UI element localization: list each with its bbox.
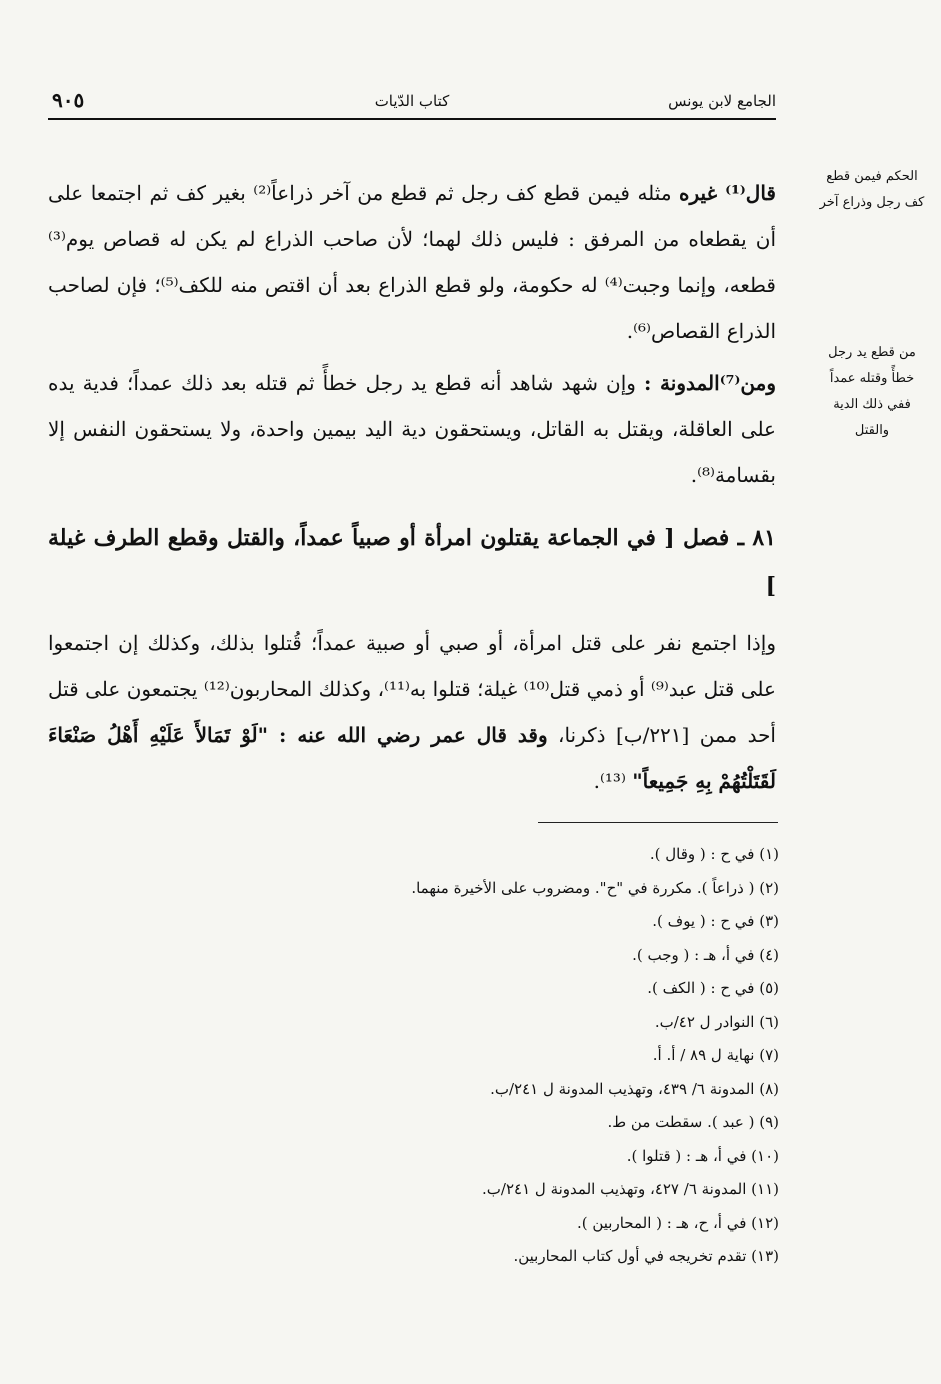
footnote-rule bbox=[538, 822, 778, 823]
paragraph-3-end: ⁽¹³⁾. bbox=[593, 769, 633, 793]
paragraph-3-text: وإذا اجتمع نفر على قتل امرأة، أو صبي أو صبية عمداً؛ قُتلوا بذلك، وكذلك إن اجتمعوا على قتل عبد⁽⁹⁾ أو ذمي قتل⁽¹⁰⁾ غيلة؛ قتلوا به⁽¹¹⁾، وكذلك المحاربون⁽¹²⁾ يجتمعون على قتل أحد ممن [٢٢١/ب] ذكرنا، bbox=[48, 631, 776, 747]
running-header bbox=[48, 88, 776, 118]
footnote-7: (٧) نهاية ل ٨٩ / أ. أ. bbox=[652, 1046, 779, 1064]
header-rule bbox=[48, 118, 776, 120]
paragraph-2-lead: ومن⁽⁷⁾المدونة : bbox=[644, 371, 776, 395]
footnote-13: (١٣) تقدم تخريجه في أول كتاب المحاربين. bbox=[513, 1247, 779, 1265]
paragraph-2-text: وإن شهد شاهد أنه قطع يد رجل خطأً ثم قتله بعد ذلك عمداً؛ فدية يده على العاقلة، ويقتل به القاتل، ويستحقون دية اليد بيمين واحدة، ولا يستحقون النفس إلا بقسامة⁽⁸⁾. bbox=[48, 371, 776, 487]
footnote-12: (١٢) في أ، ح، هـ : ( المحاربين ). bbox=[576, 1213, 779, 1232]
paragraph-3-quote: وقد قال عمر رضي الله عنه : "لَوْ تَمَالأَ عَلَيْهِ أَهْلُ صَنْعَاءَ لَقَتَلْتُهُمْ بِهِ جَمِيعاً" bbox=[48, 723, 776, 793]
section-heading: ٨١ ـ فصل [ في الجماعة يقتلون امرأة أو صبياً عمداً، والقتل وقطع الطرف غيلة ] bbox=[48, 525, 776, 600]
margin-note-2: من قطع يد رجل خطأً وقتله عمداً ففي ذلك الدية والقتل bbox=[828, 345, 916, 438]
chapter-title: كتاب الدّيات bbox=[374, 92, 450, 110]
footnote-2: (٢) ( ذراعاً ). مكررة في "ح". ومضروب على الأخيرة منهما. bbox=[411, 878, 779, 897]
footnote-9: (٩) ( عبد ). سقطت من ط. bbox=[607, 1113, 779, 1131]
footnote-6: (٦) النوادر ل ٤٢/ب. bbox=[654, 1012, 779, 1031]
margin-note-1: الحكم فيمن قطع كف رجل وذراع آخر bbox=[819, 169, 925, 210]
paragraph-1 bbox=[48, 170, 776, 354]
footnote-1: (١) في ح : ( وقال ). bbox=[649, 845, 779, 863]
footnote-8: (٨) المدونة ٦/ ٤٣٩، وتهذيب المدونة ل ٢٤١/ب. bbox=[490, 1079, 779, 1098]
footnote-3: (٣) في ح : ( يوف ). bbox=[652, 912, 779, 930]
footnote-5: (٥) في ح : ( الكف ). bbox=[647, 979, 779, 997]
page-number: ٩٠٥ bbox=[52, 88, 85, 112]
footnote-4: (٤) في أ، هـ : ( وجب ). bbox=[632, 945, 779, 964]
footnote-10: (١٠) في أ، هـ : ( قتلوا ). bbox=[626, 1146, 779, 1165]
paragraph-1-text: مثله فيمن قطع كف رجل ثم قطع من آخر ذراعاً⁽²⁾ بغير كف ثم اجتمعا على أن يقطعاه من المرفق : فليس ذلك لهما؛ لأن صاحب الذراع لم يكن له قصاص يوم⁽³⁾ قطعه، وإنما وجبت⁽⁴⁾ له حكومة، ولو قطع الذراع بعد أن اقتص منه للكف⁽⁵⁾؛ فإن لصاحب الذراع القصاص⁽⁶⁾. bbox=[48, 181, 776, 343]
paragraph-2 bbox=[48, 360, 776, 498]
paragraph-3 bbox=[48, 620, 776, 804]
paragraph-1-lead: قال⁽¹⁾ غيره bbox=[679, 181, 776, 205]
footnotes-list bbox=[179, 838, 779, 1274]
footnote-11: (١١) المدونة ٦/ ٤٢٧، وتهذيب المدونة ل ٢٤١/ب. bbox=[482, 1180, 779, 1198]
book-title: الجامع لابن يونس bbox=[668, 92, 776, 110]
